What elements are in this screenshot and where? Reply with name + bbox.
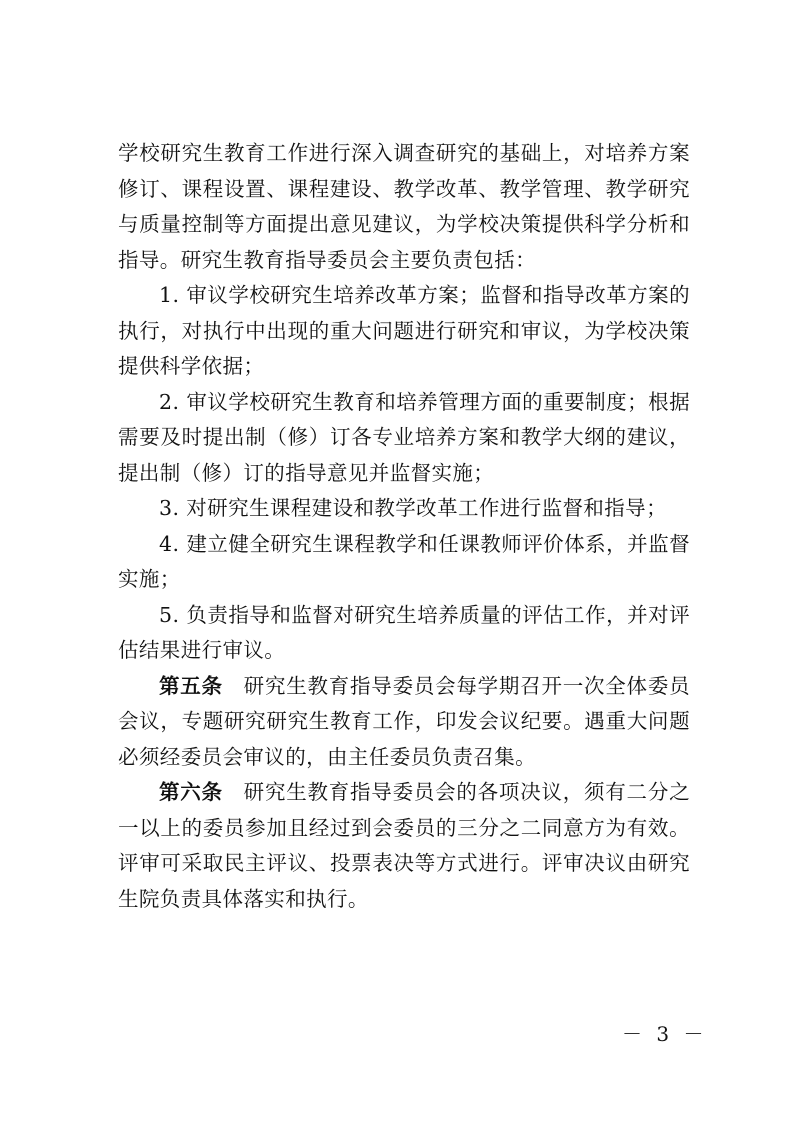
article-6-label: 第六条	[159, 780, 223, 804]
article-5-label: 第五条	[159, 673, 223, 698]
list-item-3: 3. 对研究生课程建设和教学改革工作进行监督和指导；	[159, 496, 667, 520]
list-item-4: 4. 建立健全研究生课程教学和任课教师评价体系，并监督实施；	[118, 531, 690, 591]
article-5-text: 研究生教育指导委员会每学期召开一次全体委员会议，专题研究研究生教育工作，印发会议纪要。遇重大问题必须经委员会审议的，由主任委员负责召集。	[118, 673, 690, 769]
list-item-2: 2. 审议学校研究生教育和培养管理方面的重要制度；根据需要及时提出制（修）订各专业培养方案和教学大纲的建议，提出制（修）订的指导意见并监督实施；	[118, 389, 690, 485]
article-5-paragraph	[118, 669, 690, 776]
page-number: － 3 －	[622, 1022, 708, 1046]
document-body	[118, 136, 690, 917]
list-item-5: 5. 负责指导和监督对研究生培养质量的评估工作，并对评估结果进行审议。	[118, 602, 690, 662]
article-6-paragraph	[118, 775, 690, 917]
article-6-text: 研究生教育指导委员会的各项决议，须有二分之一以上的委员参加且经过到会委员的三分之二同意方为有效。评审可采取民主评议、投票表决等方式进行。评审决议由研究生院负责具体落实和执行。	[118, 780, 690, 911]
intro-paragraph: 学校研究生教育工作进行深入调查研究的基础上，对培养方案修订、课程设置、课程建设、教学改革、教学管理、教学研究与质量控制等方面提出意见建议，为学校决策提供科学分析和指导。研究生教育指导委员会主要负责包括：	[118, 141, 690, 272]
list-item-1: 1. 审议学校研究生培养改革方案；监督和指导改革方案的执行，对执行中出现的重大问题进行研究和审议，为学校决策提供科学依据；	[118, 283, 690, 378]
